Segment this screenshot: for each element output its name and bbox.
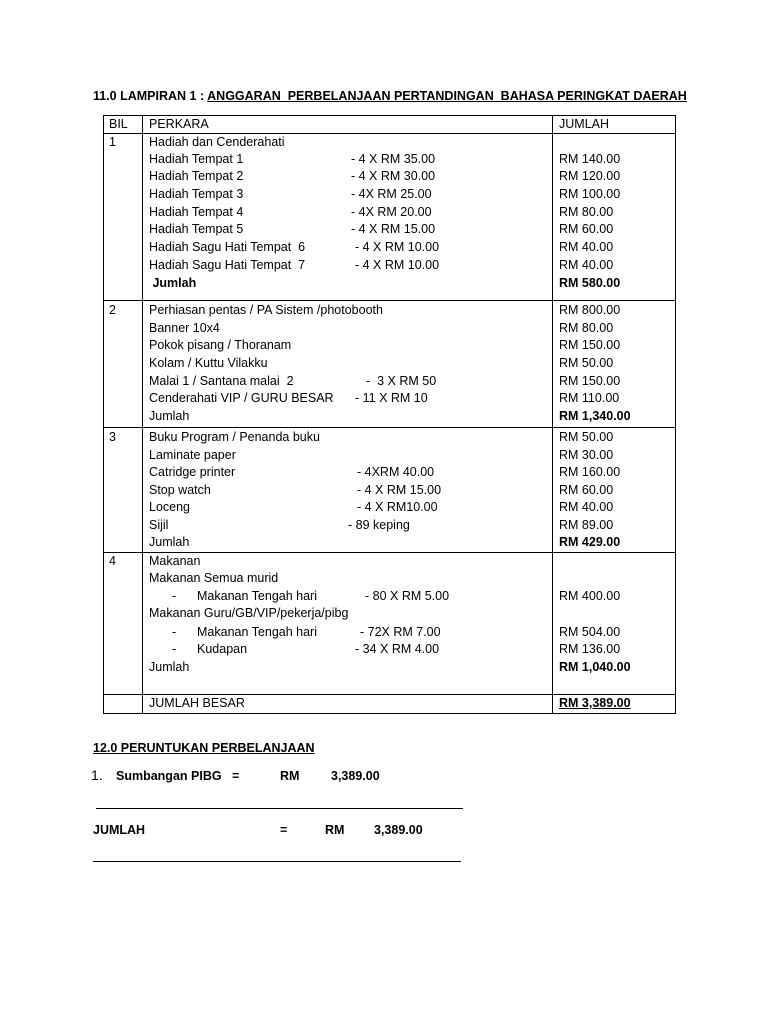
item-amount: RM 504.00 [559,625,621,639]
item-label: Banner 10x4 [149,321,220,335]
allocation-total-currency: RM [325,823,345,837]
item-quantity: - 4 X RM 35.00 [351,152,436,166]
header-bil: BIL [109,117,128,131]
section-number: 3 [109,430,116,444]
item-amount: RM 150.00 [559,374,621,388]
allocation-item-label: Sumbangan PIBG [116,769,222,783]
item-label: Stop watch [149,483,211,497]
item-label: Sijil [149,518,169,532]
item-quantity: - 4XRM 40.00 [357,465,435,479]
item-quantity: - 4 X RM 15.00 [351,222,436,236]
table-border-top [103,115,675,116]
item-amount: RM 160.00 [559,465,621,479]
item-label: Kolam / Kuttu Vilakku [149,356,268,370]
item-amount: RM 136.00 [559,642,621,656]
subtotal-amount: RM 580.00 [559,276,621,290]
item-label: Hadiah Tempat 5 [149,222,244,236]
item-label: Hadiah Sagu Hati Tempat 7 [149,258,306,272]
item-quantity: - 4 X RM 15.00 [357,483,442,497]
item-amount: RM 89.00 [559,518,614,532]
item-amount: RM 110.00 [559,391,620,405]
table-border-bottom [103,713,675,714]
item-label: Hadiah Tempat 4 [149,205,244,219]
item-amount: RM 30.00 [559,448,614,462]
allocation-total-amount: 3,389.00 [374,823,423,837]
item-label: Makanan Guru/GB/VIP/pekerja/pibg [149,606,349,620]
item-quantity: - 4 X RM 10.00 [355,258,440,272]
item-quantity: - 80 X RM 5.00 [365,589,450,603]
heading-prefix: 11.0 LAMPIRAN 1 : [93,89,208,103]
item-amount: RM 40.00 [559,240,614,254]
item-amount: RM 400.00 [559,589,621,603]
item-label: Malai 1 / Santana malai 2 [149,374,294,388]
item-quantity: - 4 X RM10.00 [357,500,438,514]
item-quantity: - 72X RM 7.00 [360,625,441,639]
item-label: Loceng [149,500,191,514]
divider-line [93,861,461,862]
item-label: Hadiah Sagu Hati Tempat 6 [149,240,306,254]
allocation-item-number: 1. [91,767,103,783]
subtotal-label: Jumlah [149,660,190,674]
document-heading [93,89,687,104]
item-label: Laminate paper [149,448,236,462]
item-quantity: - 3 X RM 50 [366,374,437,388]
divider-line [96,808,463,809]
subtotal-label: Jumlah [149,409,190,423]
section-number: 2 [109,303,116,317]
item-label: - Makanan Tengah hari [172,625,317,639]
item-label: Buku Program / Penanda buku [149,430,320,444]
item-label: Makanan Semua murid [149,571,279,585]
item-amount: RM 50.00 [559,356,614,370]
item-label: - Makanan Tengah hari [172,589,317,603]
item-amount: RM 80.00 [559,205,614,219]
item-amount: RM 40.00 [559,258,614,272]
item-amount: RM 60.00 [559,222,614,236]
item-label: - Kudapan [172,642,248,656]
table-border-left [103,115,104,714]
item-label: Catridge printer [149,465,236,479]
item-quantity: - 4 X RM 10.00 [355,240,440,254]
section-number: 4 [109,554,116,568]
subtotal-amount: RM 1,040.00 [559,660,631,674]
allocation-item-currency: RM [280,769,300,783]
header-jumlah: JUMLAH [559,117,610,131]
subtotal-label: Jumlah [149,535,190,549]
item-quantity: - 4X RM 20.00 [351,205,432,219]
item-amount: RM 800.00 [559,303,621,317]
item-quantity: - 11 X RM 10 [355,391,428,405]
item-quantity: - 34 X RM 4.00 [355,642,440,656]
table-section-divider [103,427,675,428]
table-header-divider [103,133,675,134]
item-amount: RM 150.00 [559,338,621,352]
item-label: Pokok pisang / Thoranam [149,338,292,352]
subtotal-label: Jumlah [149,276,197,290]
allocation-heading: 12.0 PERUNTUKAN PERBELANJAAN [93,741,315,755]
table-section-divider [103,300,675,301]
section-number: 1 [109,135,116,149]
table-column-divider [552,115,553,714]
table-section-divider [103,552,675,553]
subtotal-amount: RM 429.00 [559,535,621,549]
allocation-total-label: JUMLAH [93,823,146,837]
item-quantity: - 4 X RM 30.00 [351,169,436,183]
item-amount: RM 50.00 [559,430,614,444]
item-amount: RM 40.00 [559,500,614,514]
item-label: Hadiah Tempat 2 [149,169,244,183]
table-column-divider [142,115,143,714]
header-perkara: PERKARA [149,117,209,131]
heading-title: ANGGARAN PERBELANJAAN PERTANDINGAN BAHASA PERINGKAT DAERAH [207,89,687,103]
allocation-item-amount: 3,389.00 [331,769,380,783]
item-label: Hadiah Tempat 1 [149,152,244,166]
grand-total-label: JUMLAH BESAR [149,696,245,710]
item-label: Makanan [149,554,201,568]
item-label: Hadiah dan Cenderahati [149,135,285,149]
item-label: Hadiah Tempat 3 [149,187,244,201]
allocation-item-equals: = [232,769,240,783]
item-label: Perhiasan pentas / PA Sistem /photobooth [149,303,383,317]
item-label: Cenderahati VIP / GURU BESAR [149,391,334,405]
item-amount: RM 120.00 [559,169,621,183]
item-amount: RM 100.00 [559,187,621,201]
allocation-total-equals: = [280,823,288,837]
item-quantity: - 4X RM 25.00 [351,187,432,201]
item-amount: RM 60.00 [559,483,614,497]
subtotal-amount: RM 1,340.00 [559,409,631,423]
grand-total-amount: RM 3,389.00 [559,696,631,710]
table-border-right [675,115,676,714]
item-quantity: - 89 keping [348,518,410,532]
item-amount: RM 140.00 [559,152,621,166]
item-amount: RM 80.00 [559,321,614,335]
table-section-divider [103,694,675,695]
